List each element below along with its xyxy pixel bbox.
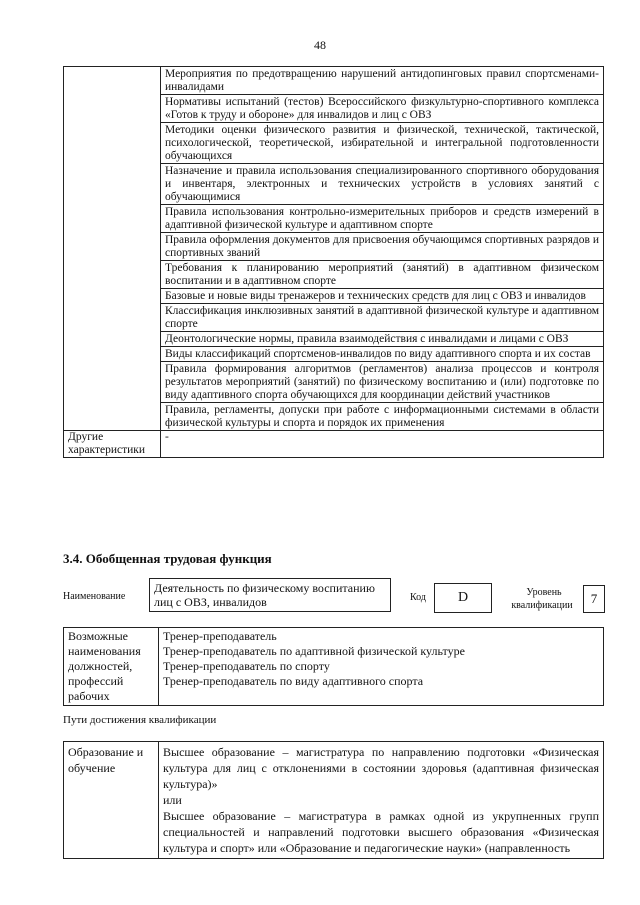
knowledge-item: Правила использования контрольно-измерительных приборов и средств измерений в адаптивной физической культуре и адаптивном спорте bbox=[161, 205, 604, 233]
knowledge-item: Назначение и правила использования специализированного спортивного оборудования и инвентаря, электронных и технических устройств в условиях занятий с обучающимися bbox=[161, 164, 604, 205]
education-line: Высшее образование – магистратура по направлению подготовки «Физическая культура для лиц с отклонениями в состоянии здоровья (адаптивная физическая культура)» bbox=[163, 745, 599, 791]
positions-label: Возможные наименования должностей, профессий рабочих bbox=[64, 628, 159, 706]
other-characteristics-value: - bbox=[161, 431, 604, 458]
name-label: Наименование bbox=[63, 591, 126, 602]
level-box: 7 bbox=[583, 585, 605, 613]
knowledge-item: Мероприятия по предотвращению нарушений антидопинговых правил спортсменами-инвалидами bbox=[161, 67, 604, 95]
knowledge-item: Нормативы испытаний (тестов) Всероссийского физкультурно-спортивного комплекса «Готов к труду и обороне» для инвалидов и лиц с ОВЗ bbox=[161, 95, 604, 123]
knowledge-table bbox=[63, 66, 604, 458]
page-number: 48 bbox=[314, 38, 326, 52]
knowledge-item: Методики оценки физического развития и физической, технической, тактической, психологической, теоретической, избирательной и интегральной подготовленности обучающихся bbox=[161, 123, 604, 164]
positions-list bbox=[159, 628, 604, 706]
knowledge-item: Деонтологические нормы, правила взаимодействия с инвалидами и лицами с ОВЗ bbox=[161, 332, 604, 347]
education-table bbox=[63, 741, 604, 859]
other-characteristics-row bbox=[64, 431, 604, 458]
knowledge-item: Правила формирования алгоритмов (регламентов) анализа процессов и контроля результатов мероприятий (занятий) по физическому воспитанию и (или) подготовке по виду адаптивного спорта обучающихся для координации действий участников bbox=[161, 362, 604, 403]
level-label-line2: квалификации bbox=[511, 600, 573, 611]
knowledge-item: Классификация инклюзивных занятий в адаптивной физической культуре и адаптивном спорте bbox=[161, 304, 604, 332]
education-line: или bbox=[163, 793, 182, 807]
position-item: Тренер-преподаватель по виду адаптивного спорта bbox=[163, 674, 424, 688]
position-item: Тренер-преподаватель по спорту bbox=[163, 659, 330, 673]
education-row bbox=[64, 742, 604, 859]
knowledge-item: Требования к планированию мероприятий (занятий) в адаптивном физическом воспитании и в адаптивном спорте bbox=[161, 261, 604, 289]
other-characteristics-label: Другие характеристики bbox=[64, 431, 161, 458]
position-item: Тренер-преподаватель bbox=[163, 629, 277, 643]
knowledge-rowhead bbox=[64, 67, 161, 431]
position-item: Тренер-преподаватель по адаптивной физической культуре bbox=[163, 644, 465, 658]
positions-table bbox=[63, 627, 604, 706]
code-box: D bbox=[434, 583, 492, 613]
education-line: Высшее образование – магистратура в рамках одной из укрупненных групп специальностей и направлений подготовки высшего образования «Физическая культура и спорт» или «Образование и педагогические науки» (направленность bbox=[163, 809, 599, 855]
qualification-paths-title: Пути достижения квалификации bbox=[63, 714, 217, 726]
knowledge-item: Базовые и новые виды тренажеров и технических средств для лиц с ОВЗ и инвалидов bbox=[161, 289, 604, 304]
education-label: Образование и обучение bbox=[64, 742, 159, 859]
knowledge-item: Правила, регламенты, допуски при работе с информационными системами в области физической культуры и спорта и порядок их применения bbox=[161, 403, 604, 431]
knowledge-item: Правила оформления документов для присвоения обучающимся спортивных разрядов и спортивных званий bbox=[161, 233, 604, 261]
knowledge-row bbox=[64, 67, 604, 95]
function-name-box: Деятельность по физическому воспитанию лиц с ОВЗ, инвалидов bbox=[149, 578, 391, 612]
level-label-line1: Уровень bbox=[526, 587, 562, 598]
code-label: Код bbox=[410, 592, 426, 603]
knowledge-item: Виды классификаций спортсменов-инвалидов по виду адаптивного спорта и их состав bbox=[161, 347, 604, 362]
positions-row bbox=[64, 628, 604, 706]
section-title: 3.4. Обобщенная трудовая функция bbox=[63, 551, 272, 566]
education-value bbox=[159, 742, 604, 859]
